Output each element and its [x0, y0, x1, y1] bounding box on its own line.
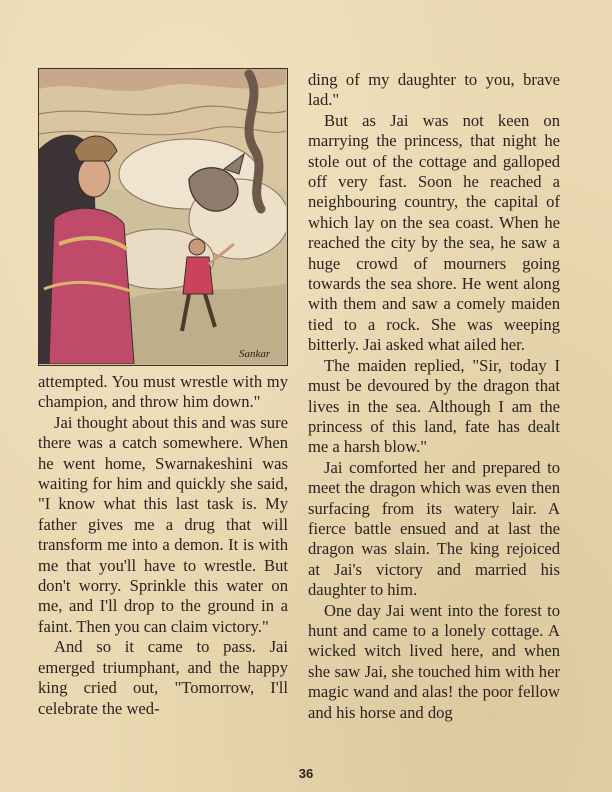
left-paragraph-1: attempted. You must wrestle with my champion, and throw him down." — [38, 372, 288, 412]
left-paragraph-3: And so it came to pass. Jai emerged triumphant, and the happy king cried out, "Tomorrow, I'll celebrate the wed- — [38, 637, 288, 718]
left-column — [38, 372, 288, 719]
right-column — [308, 70, 560, 723]
illustration-signature: Sankar — [239, 348, 271, 360]
story-illustration — [38, 68, 288, 366]
right-paragraph-5: One day Jai went into the forest to hunt and came to a lonely cottage. A wicked witch lived here, and when she saw Jai, she touched him with her magic wand and alas! the poor fellow and his horse and dog — [308, 600, 560, 722]
page-number: 36 — [298, 766, 314, 781]
right-paragraph-3: The maiden replied, "Sir, today I must be devoured by the dragon that lives in the sea. Although I am the princess of this land, fate has dealt me a harsh blow." — [308, 355, 560, 457]
right-paragraph-1: ding of my daughter to you, brave lad." — [308, 70, 560, 110]
right-paragraph-4: Jai comforted her and prepared to meet the dragon which was even then surfacing from its watery lair. A fierce battle ensued and at last the dragon was slain. The king rejoiced at Jai's victory and married his daughter to him. — [308, 457, 560, 600]
left-paragraph-2: Jai thought about this and was sure there was a catch somewhere. When he went home, Swarnakeshini was waiting for him and quickly she said, "I know what this last task is. My father gives me a drug that will transform me into a demon. It is with me that you'll have to wrestle. But don't worry. Sprinkle this water on me, and I'll drop to the ground in a faint. Then you can claim victory." — [38, 412, 288, 636]
right-paragraph-2: But as Jai was not keen on marrying the princess, that night he stole out of the cottage and galloped off very fast. Soon he reached a neighbouring country, the capital of which lay on the sea coast. When he reached the city by the sea, he saw a huge crowd of mourners going towards the sea shore. He went along with them and saw a comely maiden tied to a rock. She was weeping bitterly. Jai asked what ailed her. — [308, 110, 560, 355]
